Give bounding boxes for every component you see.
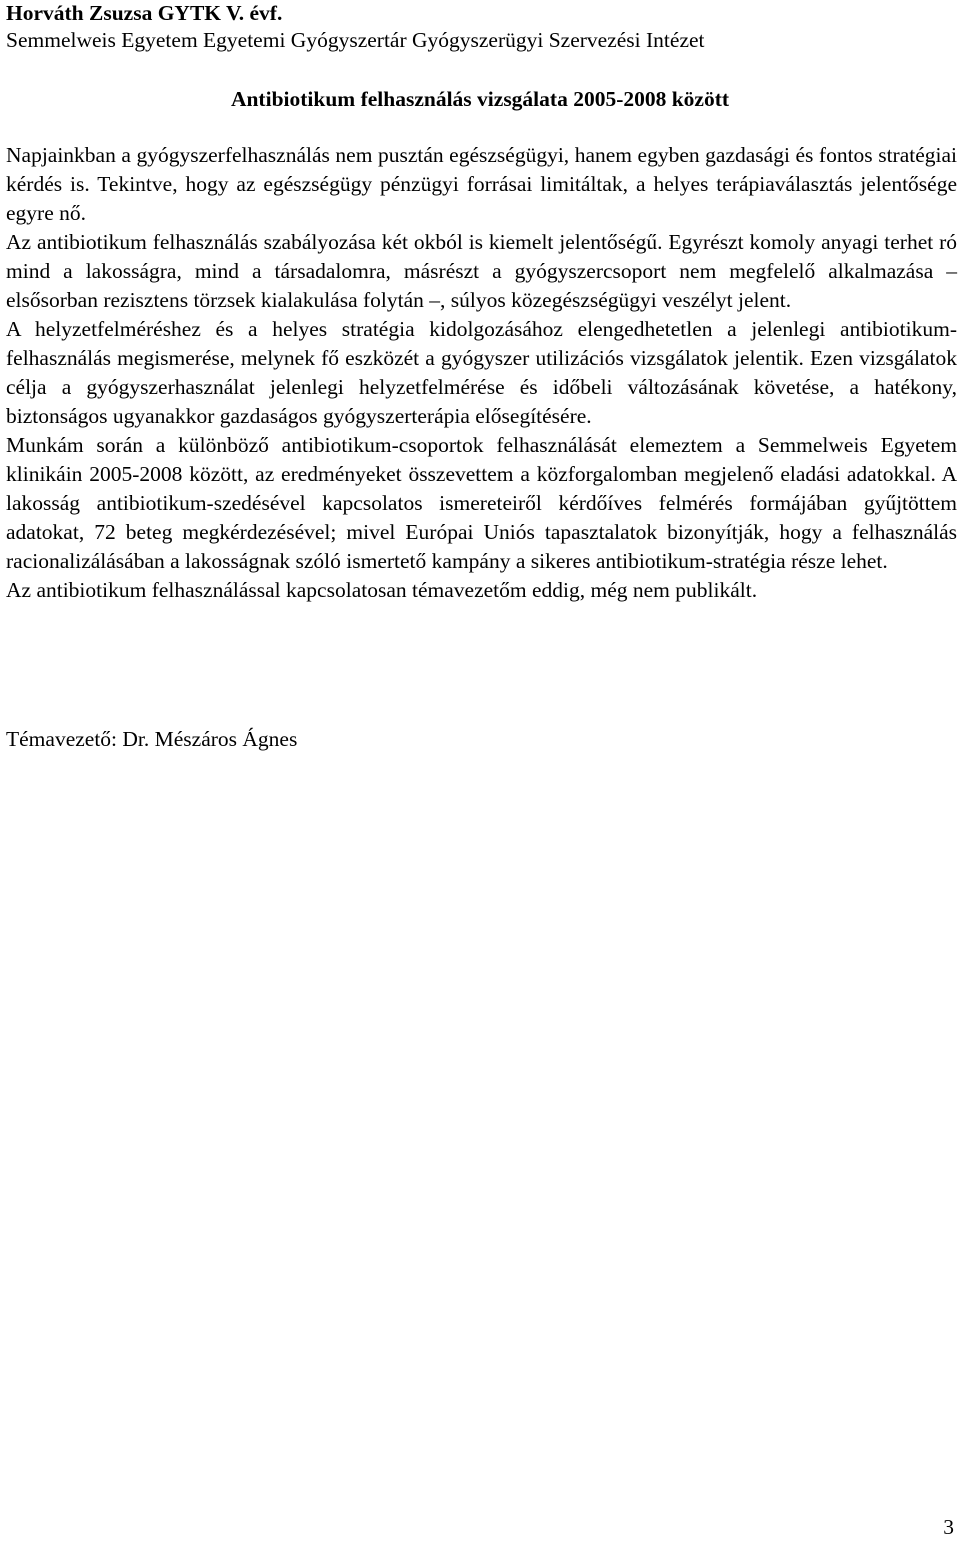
supervisor-line: Témavezető: Dr. Mészáros Ágnes bbox=[6, 727, 298, 751]
paragraph: A helyzetfelméréshez és a helyes stratégia kidolgozásához elengedhetetlen a jelenlegi antibiotikum-felhasználás megismerése, melynek fő eszközét a gyógyszer utilizációs vizsgálatok jelentik. Ezen vizsgálatok célja a gyógyszerhasználat jelenlegi helyzetfelmérése és időbeli változásának követése, a hatékony, biztonságos ugyanakkor gazdaságos gyógyszerterápia elősegítésére. bbox=[6, 317, 957, 428]
paragraph: Az antibiotikum felhasználás szabályozása két okból is kiemelt jelentőségű. Egyrészt komoly anyagi terhet ró mind a lakosságra, mind a társadalomra, másrészt a gyógyszercsoport nem megfelelő alkalmazása – elsősorban rezisztens törzsek kialakulása folytán –, súlyos közegészségügyi veszélyt jelent. bbox=[6, 230, 957, 312]
page-number: 3 bbox=[943, 1515, 954, 1539]
author-line: Horváth Zsuzsa GYTK V. évf. bbox=[6, 1, 283, 25]
paragraph: Napjainkban a gyógyszerfelhasználás nem pusztán egészségügyi, hanem egyben gazdasági és fontos stratégiai kérdés is. Tekintve, hogy az egészségügy pénzügyi forrásai limitáltak, a helyes terápiaválasztás jelentősége egyre nő. bbox=[6, 143, 957, 225]
institute-line: Semmelweis Egyetem Egyetemi Gyógyszertár Gyógyszerügyi Szervezési Intézet bbox=[6, 28, 705, 52]
document-title: Antibiotikum felhasználás vizsgálata 2005-2008 között bbox=[230, 87, 730, 111]
paragraph: Az antibiotikum felhasználással kapcsolatosan témavezetőm eddig, még nem publikált. bbox=[6, 578, 758, 602]
abstract-body bbox=[6, 141, 957, 605]
paragraph: Munkám során a különböző antibiotikum-csoportok felhasználását elemeztem a Semmelweis Egyetem klinikáin 2005-2008 között, az eredményeket összevettem a közforgalomban megjelenő eladási adatokkal. A lakosság antibiotikum-szedésével kapcsolatos ismereteiről kérdőíves felmérés formájában gyűjtöttem adatokat, 72 beteg megkérdezésével; mivel Európai Uniós tapasztalatok bizonyítják, hogy a felhasználás racionalizálásában a lakosságnak szóló ismertető kampány a sikeres antibiotikum-stratégia része lehet. bbox=[6, 433, 957, 573]
